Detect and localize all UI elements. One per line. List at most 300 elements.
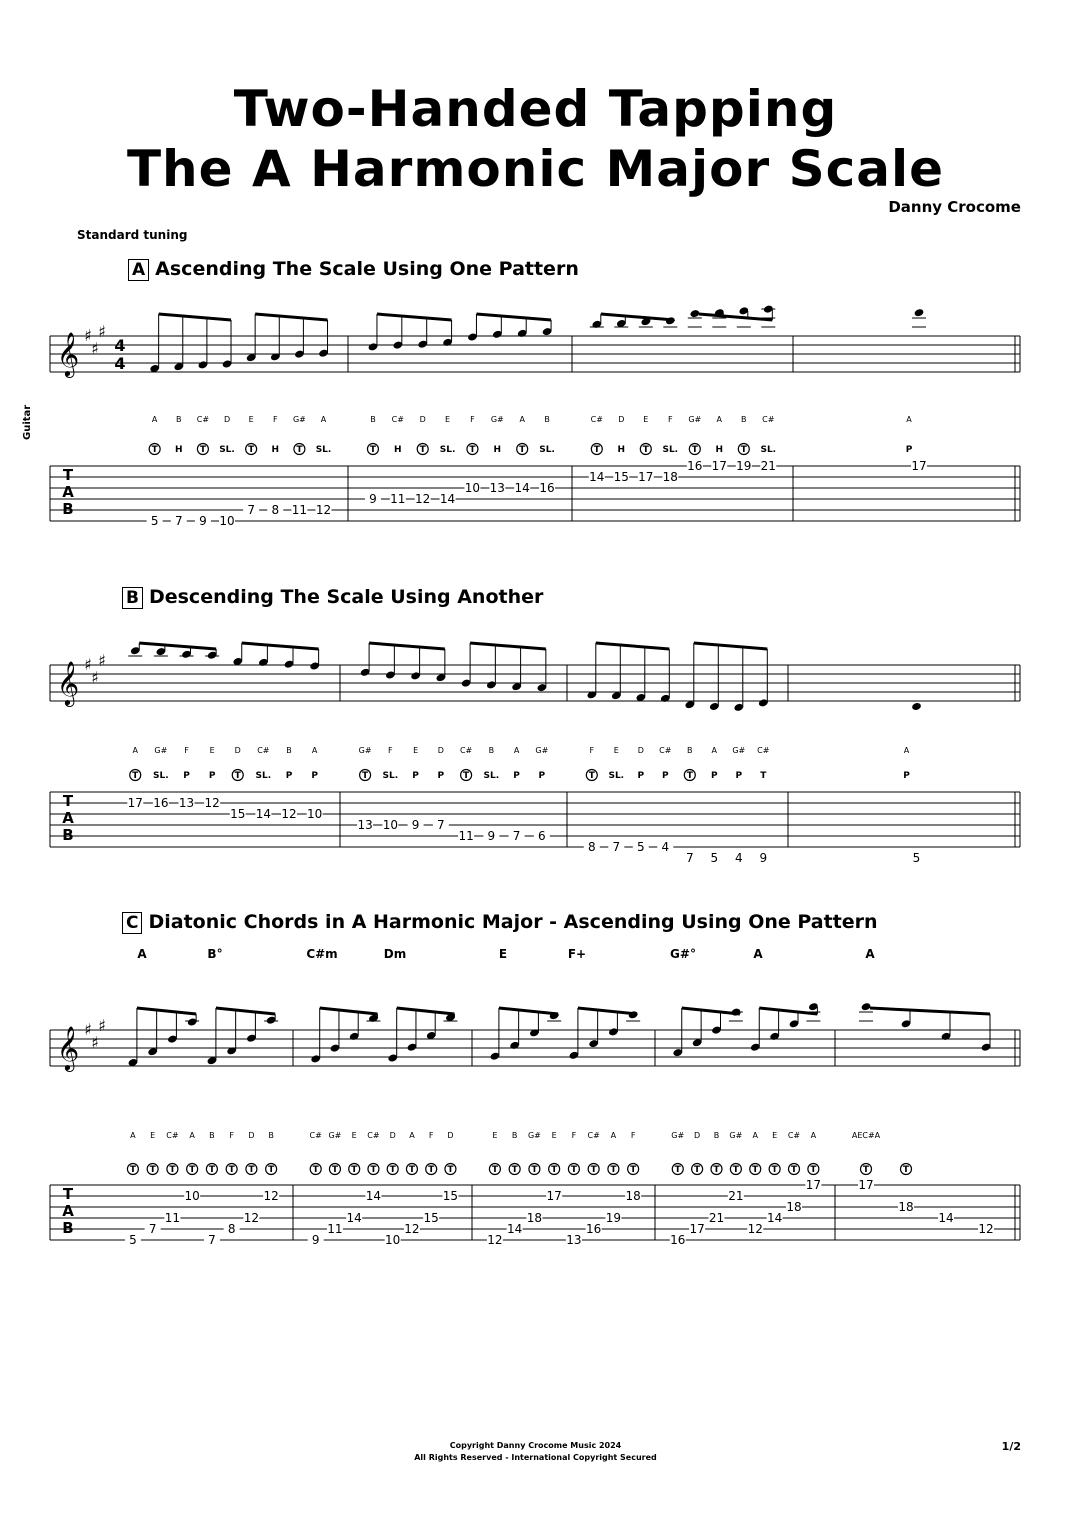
tab-number: 5 [150, 514, 159, 528]
technique-label: T [531, 1165, 538, 1175]
notehead [911, 702, 922, 711]
technique-label: T [511, 1165, 518, 1175]
note-name: F [184, 746, 189, 755]
technique-label: T [469, 445, 476, 455]
beam [255, 314, 327, 320]
tab-number: 19 [736, 459, 752, 473]
technique-label: T [169, 1165, 176, 1175]
tuning-label: Standard tuning [77, 228, 188, 242]
tab-number: 8 [227, 1222, 236, 1236]
note-name: D [694, 1131, 701, 1140]
tab-number: 18 [786, 1200, 802, 1214]
tab-number: 14 [766, 1211, 783, 1225]
technique-label: H [271, 445, 280, 455]
tab-number: 12 [415, 492, 431, 506]
note-name: A [903, 746, 910, 755]
section-b-title: Descending The Scale Using Another [148, 586, 544, 608]
tab-number: 9 [487, 829, 496, 843]
note-name: G# [535, 746, 549, 755]
note-name: F [589, 746, 595, 755]
note-name: F [667, 415, 673, 424]
tab-number: 9 [199, 514, 207, 528]
note-name: A [409, 1131, 415, 1140]
tab-number: 13 [489, 481, 505, 495]
beam [682, 1008, 740, 1014]
note-name: B [209, 1131, 215, 1140]
sharp-icon: ♯ [91, 668, 99, 687]
section-a-letter: A [128, 259, 149, 281]
tab-number: 11 [164, 1211, 181, 1225]
technique-label: H [175, 445, 183, 455]
tab-clef-letter: B [62, 826, 74, 844]
time-signature-top: 4 [114, 336, 126, 355]
tab-number: 17 [546, 1189, 562, 1203]
time-signature-bottom: 4 [114, 354, 126, 373]
treble-clef-icon: 𝄞 [56, 332, 80, 376]
technique-label: SL. [315, 445, 332, 455]
tab-number: 15 [423, 1211, 439, 1225]
technique-label: T [234, 771, 241, 781]
beam [159, 314, 231, 320]
tab-number: 12 [204, 796, 220, 810]
note-name: A [906, 415, 912, 424]
technique-label: T [593, 445, 600, 455]
note-name: C# [367, 1131, 380, 1140]
tab-clef-letter: T [62, 466, 74, 484]
note-name: D [419, 415, 426, 424]
technique-label: T [408, 1165, 416, 1175]
beam [470, 643, 546, 649]
technique-label: T [419, 445, 426, 455]
beam [499, 1008, 558, 1014]
technique-label: T [570, 1165, 577, 1175]
note-name: D [234, 746, 241, 755]
tab-number: 10 [219, 514, 235, 528]
note-name: E [150, 1131, 156, 1140]
sharp-icon: ♯ [84, 1020, 92, 1039]
note-name: A [752, 1131, 758, 1140]
tab-number: 9 [411, 818, 420, 832]
treble-clef-icon: 𝄞 [56, 1026, 80, 1070]
note-name: A [130, 1131, 136, 1140]
tab-number: 12 [263, 1189, 279, 1203]
technique-label: T [389, 1165, 396, 1175]
technique-label: P [637, 771, 645, 781]
chord-symbol: A [753, 947, 763, 961]
tab-number: 5 [129, 1233, 137, 1247]
technique-label: T [610, 1165, 617, 1175]
beam [377, 314, 452, 320]
treble-clef-icon: 𝄞 [56, 661, 80, 705]
technique-label: T [208, 1165, 215, 1175]
technique-label: T [248, 445, 255, 455]
tab-number: 21 [728, 1189, 744, 1203]
note-name: E [492, 1131, 498, 1140]
tab-number: 10 [385, 1233, 401, 1247]
technique-label: SL. [382, 771, 399, 781]
technique-label: T [463, 771, 470, 781]
technique-label: SL. [760, 445, 777, 455]
tab-number: 14 [589, 470, 605, 484]
technique-label: SL. [608, 771, 625, 781]
technique-label: T [268, 1165, 275, 1175]
note-name: A [132, 746, 138, 755]
tab-number: 7 [208, 1233, 216, 1247]
page-number: 1/2 [1001, 1440, 1021, 1453]
tab-number: 7 [437, 818, 445, 832]
tab-number: 16 [153, 796, 169, 810]
note-name: F [428, 1131, 434, 1140]
note-name: C# [590, 415, 603, 424]
note-name: B [713, 1131, 720, 1140]
note-name: C# [309, 1131, 322, 1140]
note-name: E [445, 415, 451, 424]
tab-number: 12 [315, 503, 332, 517]
technique-label: H [715, 445, 724, 455]
tab-number: 5 [710, 851, 719, 865]
tab-number: 7 [685, 851, 694, 865]
tab-number: 17 [689, 1222, 705, 1236]
note-name: D [637, 746, 644, 755]
tab-clef-letter: B [62, 500, 74, 518]
technique-label: T [248, 1165, 255, 1175]
tab-number: 16 [670, 1233, 686, 1247]
beam [694, 643, 768, 649]
technique-label: T [491, 1165, 498, 1175]
technique-label: H [617, 445, 626, 455]
technique-label: T [296, 445, 303, 455]
technique-label: T [810, 1165, 817, 1175]
sharp-icon: ♯ [98, 651, 106, 670]
note-name: A [513, 746, 520, 755]
copyright-line: Copyright Danny Crocome Music 2024 [449, 1441, 622, 1450]
tab-number: 12 [487, 1233, 503, 1247]
tab-number: 7 [612, 840, 621, 854]
technique-label: P [735, 771, 743, 781]
chord-symbol: F+ [567, 947, 587, 961]
note-name: AEC#A [851, 1131, 881, 1140]
beam [216, 1008, 275, 1014]
note-name: E [248, 415, 254, 424]
note-name: E [643, 415, 649, 424]
beam [870, 1008, 990, 1014]
tab-number: 16 [539, 481, 555, 495]
note-name: A [151, 415, 158, 424]
note-name: D [437, 746, 444, 755]
technique-label: T [752, 1165, 759, 1175]
tab-number: 11 [291, 503, 308, 517]
note-name: G# [328, 1131, 342, 1140]
beam [759, 1008, 817, 1014]
tab-number: 18 [662, 470, 678, 484]
tab-clef-letter: A [62, 1202, 74, 1220]
chord-symbol: A [137, 947, 147, 961]
note-name: G# [729, 1131, 743, 1140]
chord-symbol: G#° [670, 947, 696, 961]
technique-label: T [674, 1165, 681, 1175]
note-name: C# [196, 415, 210, 424]
note-name: E [613, 746, 619, 755]
tab-number: 13 [566, 1233, 582, 1247]
tab-number: 5 [912, 851, 921, 865]
tab-number: 11 [390, 492, 406, 506]
section-b-letter: B [122, 587, 143, 609]
tab-number: 9 [369, 492, 377, 506]
technique-label: T [189, 1165, 196, 1175]
sharp-icon: ♯ [91, 339, 99, 358]
rights-line: All Rights Reserved - International Copyright Secured [414, 1453, 657, 1462]
tab-number: 13 [178, 796, 195, 810]
tab-number: 15 [230, 807, 246, 821]
note-name: B [268, 1131, 274, 1140]
title-line-1: Two-Handed Tapping [233, 80, 838, 138]
technique-label: T [331, 1165, 339, 1175]
tab-number: 14 [938, 1211, 954, 1225]
technique-label: T [790, 1165, 798, 1175]
technique-label: T [902, 1165, 910, 1175]
note-name: F [272, 415, 278, 424]
notehead [914, 308, 925, 317]
note-name: B [370, 415, 376, 424]
note-name: D [389, 1131, 396, 1140]
technique-label: SL. [662, 445, 679, 455]
tab-number: 12 [243, 1211, 260, 1225]
tab-number: 21 [760, 459, 776, 473]
tab-number: 10 [306, 807, 323, 821]
note-name: E [772, 1131, 778, 1140]
tab-number: 9 [311, 1233, 320, 1247]
note-name: C# [787, 1131, 801, 1140]
tab-number: 17 [858, 1178, 874, 1192]
tab-number: 7 [148, 1222, 157, 1236]
section-c-title: Diatonic Chords in A Harmonic Major - Ascending Using One Pattern [148, 911, 878, 933]
note-name: F [388, 746, 393, 755]
technique-label: T [590, 1165, 597, 1175]
note-name: A [311, 746, 318, 755]
technique-label: T [771, 1165, 778, 1175]
technique-label: T [428, 1165, 435, 1175]
tab-number: 8 [271, 503, 280, 517]
note-name: C# [762, 415, 775, 424]
beam [596, 643, 670, 649]
technique-label: T [694, 1165, 701, 1175]
technique-label: T [199, 445, 206, 455]
tab-number: 18 [898, 1200, 914, 1214]
note-name: C# [587, 1131, 600, 1140]
technique-label: T [369, 445, 377, 455]
beam [699, 314, 773, 320]
tab-number: 8 [587, 840, 596, 854]
tab-number: 21 [708, 1211, 725, 1225]
note-name: G# [358, 746, 372, 755]
technique-label: T [370, 1165, 377, 1175]
note-name: G# [292, 415, 306, 424]
technique-label: T [732, 1165, 739, 1175]
tab-clef-letter: A [62, 809, 74, 827]
technique-label: H [493, 445, 502, 455]
note-name: C# [459, 746, 473, 755]
chord-symbol: A [865, 947, 875, 961]
tab-number: 5 [636, 840, 645, 854]
note-name: G# [527, 1131, 541, 1140]
technique-label: T [551, 1165, 558, 1175]
sharp-icon: ♯ [98, 1016, 106, 1035]
tab-number: 16 [687, 459, 703, 473]
technique-label: SL. [439, 445, 456, 455]
note-name: A [716, 415, 723, 424]
beam [476, 314, 551, 320]
technique-label: P [661, 771, 669, 781]
chord-symbol: Dm [383, 947, 407, 961]
note-name: B [488, 746, 495, 755]
note-name: F [470, 415, 475, 424]
note-name: F [571, 1131, 577, 1140]
technique-label: SL. [219, 445, 235, 455]
note-name: A [320, 415, 327, 424]
note-name: B [687, 746, 693, 755]
tab-number: 18 [526, 1211, 543, 1225]
note-name: B [511, 1131, 518, 1140]
technique-label: T [351, 1165, 358, 1175]
note-name: C# [257, 746, 270, 755]
tab-number: 15 [613, 470, 629, 484]
technique-label: T [862, 1165, 870, 1175]
tab-clef-letter: T [62, 1185, 74, 1203]
note-name: A [189, 1131, 195, 1140]
tab-number: 17 [911, 459, 927, 473]
technique-label: P [437, 771, 445, 781]
technique-label: P [538, 771, 546, 781]
note-name: G# [671, 1131, 685, 1140]
beam [139, 643, 216, 649]
note-name: A [711, 746, 718, 755]
note-name: D [447, 1131, 454, 1140]
note-name: G# [490, 415, 504, 424]
tab-number: 14 [514, 481, 530, 495]
footer [0, 1440, 1071, 1464]
tab-number: 4 [734, 851, 743, 865]
tab-number: 11 [327, 1222, 343, 1236]
note-name: C# [757, 746, 770, 755]
note-name: B [286, 746, 292, 755]
note-name: E [551, 1131, 557, 1140]
technique-label: T [228, 1165, 235, 1175]
technique-label: T [447, 1165, 454, 1175]
technique-label: T [642, 445, 649, 455]
beam [242, 643, 319, 649]
technique-label: T [362, 771, 369, 781]
technique-label: P [183, 771, 190, 781]
beam [578, 1008, 637, 1014]
tab-number: 10 [184, 1189, 200, 1203]
tab-number: 16 [586, 1222, 602, 1236]
tab-number: 14 [439, 492, 456, 506]
note-name: C# [659, 746, 672, 755]
tab-clef-letter: A [62, 483, 74, 501]
note-name: D [618, 415, 625, 424]
chord-symbol: C#m [306, 947, 338, 961]
beam [320, 1008, 378, 1014]
technique-label: P [285, 771, 293, 781]
tab-number: 19 [605, 1211, 622, 1225]
technique-label: T [149, 1165, 156, 1175]
note-name: B [544, 415, 550, 424]
sharp-icon: ♯ [84, 326, 92, 345]
tab-number: 12 [978, 1222, 994, 1236]
tab-number: 14 [346, 1211, 362, 1225]
tab-number: 7 [174, 514, 183, 528]
tab-number: 12 [281, 807, 297, 821]
technique-label: T [519, 445, 526, 455]
chord-symbol: E [498, 947, 508, 961]
note-name: B [741, 415, 747, 424]
technique-label: T [588, 771, 595, 781]
tab-number: 15 [442, 1189, 459, 1203]
tab-number: 10 [382, 818, 398, 832]
note-name: E [209, 746, 215, 755]
tab-number: 14 [255, 807, 272, 821]
technique-label: P [903, 771, 910, 781]
note-name: B [176, 415, 182, 424]
tab-clef-letter: B [62, 1219, 74, 1237]
note-name: D [248, 1131, 255, 1140]
composer: Danny Crocome [888, 198, 1021, 216]
tab-number: 14 [365, 1189, 382, 1203]
technique-label: SL. [153, 771, 169, 781]
note-name: C# [391, 415, 404, 424]
section-c-letter: C [122, 912, 142, 934]
tab-number: 7 [247, 503, 255, 517]
tab-number: 12 [747, 1222, 763, 1236]
note-name: E [351, 1131, 357, 1140]
title-line-2: The A Harmonic Major Scale [126, 140, 945, 198]
note-name: F [229, 1131, 234, 1140]
note-name: A [519, 415, 525, 424]
note-name: G# [732, 746, 746, 755]
tab-number: 17 [711, 459, 727, 473]
section-a-title: Ascending The Scale Using One Pattern [155, 258, 579, 280]
beam [397, 1008, 455, 1014]
note-name: G# [154, 746, 168, 755]
note-name: D [223, 415, 231, 424]
technique-label: H [394, 445, 402, 455]
tab-number: 12 [404, 1222, 420, 1236]
technique-label: T [686, 771, 693, 781]
technique-label: T [630, 1165, 637, 1175]
technique-label: T [691, 445, 698, 455]
sharp-icon: ♯ [91, 1033, 99, 1052]
beam [137, 1008, 196, 1014]
sharp-icon: ♯ [98, 322, 106, 341]
tab-number: 10 [464, 481, 481, 495]
note-name: E [413, 746, 419, 755]
technique-label: P [710, 771, 718, 781]
tab-number: 7 [512, 829, 521, 843]
tab-number: 4 [661, 840, 670, 854]
technique-label: T [129, 1165, 136, 1175]
note-name: F [630, 1131, 636, 1140]
tab-number: 17 [127, 796, 143, 810]
tab-number: 9 [759, 851, 768, 865]
technique-label: T [740, 445, 747, 455]
technique-label: SL. [255, 771, 272, 781]
note-name: G# [688, 415, 702, 424]
beam [369, 643, 445, 649]
note-name: A [810, 1131, 817, 1140]
tab-number: 6 [538, 829, 546, 843]
technique-label: P [208, 771, 216, 781]
technique-label: T [151, 445, 158, 455]
